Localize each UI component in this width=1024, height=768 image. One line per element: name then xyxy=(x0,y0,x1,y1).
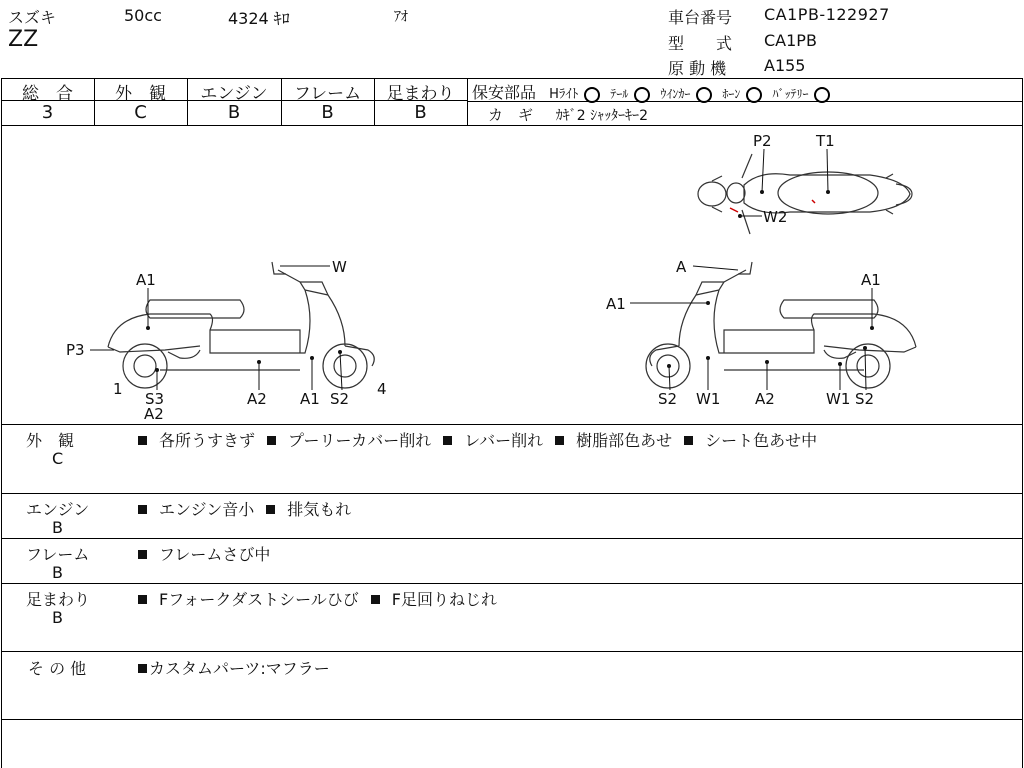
type-value: CA1PB xyxy=(764,31,817,50)
diagram-label: A1 xyxy=(136,271,156,289)
remark-category: フレーム xyxy=(26,545,90,564)
remark-grade: B xyxy=(52,608,63,627)
safety-label: 保安部品 xyxy=(472,83,537,102)
model-name: ZZ xyxy=(8,27,39,52)
damage-diagram xyxy=(0,126,1024,424)
remark-grade: B xyxy=(52,563,63,582)
diagram-label: A2 xyxy=(144,405,164,423)
diagram-label: A xyxy=(676,258,687,276)
grade-value: B xyxy=(321,102,334,123)
damage-mark-icon xyxy=(812,200,815,203)
grade-label: エンジン xyxy=(200,84,268,104)
bullet-square-icon xyxy=(266,505,275,514)
bullet-square-icon xyxy=(684,436,693,445)
diagram-label: A1 xyxy=(300,390,320,408)
diagram-label: A2 xyxy=(247,390,267,408)
grade-label: フレーム xyxy=(293,84,362,104)
diagram-label: 1 xyxy=(113,380,123,398)
diagram-label: A2 xyxy=(755,390,775,408)
safety-headlight: Hﾗｲﾄ xyxy=(549,87,610,102)
divider xyxy=(1,538,1023,539)
grade-label: 総 合 xyxy=(22,84,73,104)
diagram-label: A1 xyxy=(861,271,881,289)
check-mark-icon xyxy=(814,87,830,103)
check-mark-icon xyxy=(634,87,650,103)
remark-items: エンジン音小 排気もれ xyxy=(138,497,351,520)
bullet-square-icon xyxy=(267,436,276,445)
type-label: 型 式 xyxy=(668,34,733,53)
grade-value: 3 xyxy=(41,102,54,123)
remark-items: フレームさび中 xyxy=(138,542,270,565)
mileage: 4324 ｷﾛ xyxy=(228,9,290,28)
safety-tail: ﾃｰﾙ xyxy=(610,87,660,101)
displacement: 50cc xyxy=(124,6,162,25)
color: ｱｵ xyxy=(394,9,408,25)
grade-label: 足まわり xyxy=(386,84,455,104)
bullet-square-icon xyxy=(138,595,147,604)
remark-category: 外 観 xyxy=(26,431,75,450)
divider xyxy=(1,719,1023,720)
bullet-square-icon xyxy=(371,595,380,604)
grade-value: B xyxy=(227,102,241,123)
maker: スズキ xyxy=(8,8,57,27)
bullet-square-icon xyxy=(138,550,147,559)
diagram-label: P3 xyxy=(66,341,85,359)
engine-label: 原 動 機 xyxy=(668,59,727,78)
other-label: そ の 他 xyxy=(28,659,87,678)
safety-horn: ﾎｰﾝ xyxy=(722,87,772,101)
scooter-top-view-icon xyxy=(698,154,912,234)
grade-value: B xyxy=(414,102,427,123)
bullet-square-icon xyxy=(443,436,452,445)
check-mark-icon xyxy=(696,87,712,103)
bullet-square-icon xyxy=(138,436,147,445)
safety-parts-row xyxy=(472,80,840,103)
diagram-label: T1 xyxy=(816,132,835,150)
key-row xyxy=(488,104,648,125)
bullet-square-icon xyxy=(138,664,147,673)
grade-value: C xyxy=(134,102,147,123)
diagram-label: S3 xyxy=(145,390,165,408)
divider xyxy=(1,493,1023,494)
remark-grade: C xyxy=(52,449,64,468)
engine-value: A155 xyxy=(764,56,806,75)
remark-grade: B xyxy=(52,518,63,537)
diagram-label: P2 xyxy=(753,132,772,150)
diagram-label: A1 xyxy=(606,295,626,313)
divider xyxy=(1,424,1023,425)
key-label: カ ギ xyxy=(488,106,534,124)
diagram-label: W1 xyxy=(826,390,851,408)
remark-category: エンジン xyxy=(26,500,90,519)
diagram-label: 4 xyxy=(377,380,387,398)
check-mark-icon xyxy=(746,87,762,103)
diagram-label: W1 xyxy=(696,390,721,408)
check-mark-icon xyxy=(584,87,600,103)
other-items: カスタムパーツ:マフラー xyxy=(138,656,330,679)
damage-mark-icon xyxy=(730,208,738,212)
remark-items: Fフォークダストシールひび F足回りねじれ xyxy=(138,587,497,610)
diagram-label: S2 xyxy=(855,390,875,408)
key-value: ｶｷﾞ2 ｼｬｯﾀｰｷｰ2 xyxy=(555,108,649,124)
safety-battery: ﾊﾞｯﾃﾘｰ xyxy=(772,87,840,101)
bullet-square-icon xyxy=(138,505,147,514)
divider xyxy=(1,651,1023,652)
remark-items: 各所うすきず プーリーカバー削れ レバー削れ 樹脂部色あせ シート色あせ中 xyxy=(138,428,817,451)
divider xyxy=(467,78,468,125)
divider xyxy=(1,583,1023,584)
diagram-label: W xyxy=(332,258,347,276)
diagram-label: W2 xyxy=(763,208,788,226)
remark-category: 足まわり xyxy=(26,590,91,609)
diagram-label: S2 xyxy=(330,390,350,408)
safety-winker: ｳｲﾝｶｰ xyxy=(660,87,722,101)
frame-no: CA1PB-122927 xyxy=(764,5,890,24)
frame-no-label: 車台番号 xyxy=(668,8,733,27)
grade-label: 外 観 xyxy=(115,84,166,104)
bullet-square-icon xyxy=(555,436,564,445)
diagram-label: S2 xyxy=(658,390,678,408)
